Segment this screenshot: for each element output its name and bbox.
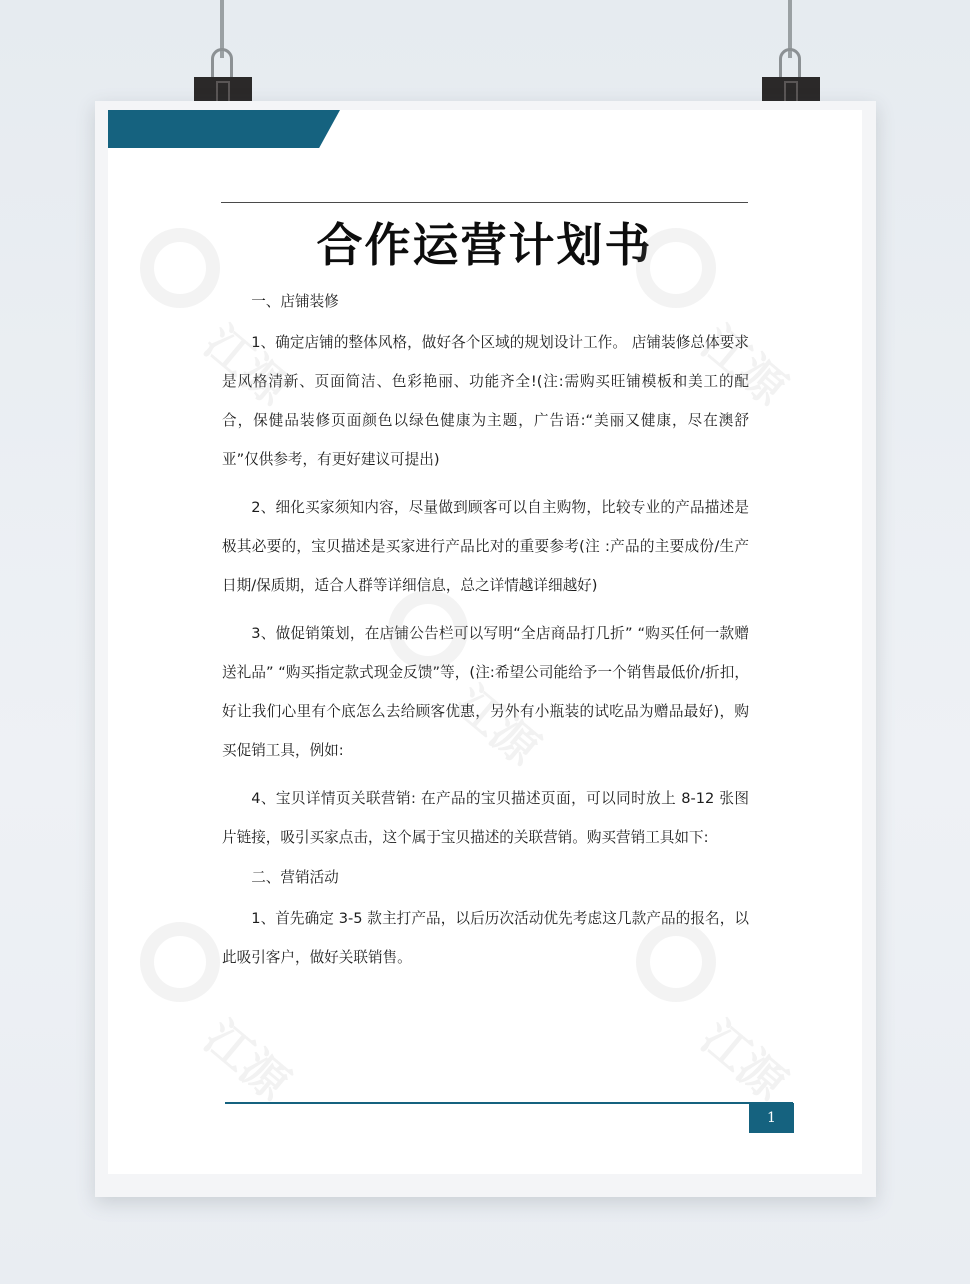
document-body [222, 290, 749, 986]
section-heading: 二、营销活动 [251, 869, 339, 886]
paragraph: 1、确定店铺的整体风格，做好各个区域的规划设计工作。 店铺装修总体要求是风格清新、页面简洁、色彩艳丽、功能齐全!(注:需购买旺铺模板和美工的配合，保健品装修页面颜色以绿色健康为主题，广告语:“美丽又健康，尽在澳舒亚”仅供参考，有更好建议可提出) [222, 334, 749, 468]
paragraph: 3、做促销策划，在店铺公告栏可以写明“全店商品打几折” “购买任何一款赠送礼品” “购买指定款式现金反馈”等，(注:希望公司能给予一个销售最低价/折扣，好让我们心里有个底怎么去给顾客优惠，另外有小瓶装的试吃品为赠品最好)，购买促销工具，例如: [222, 625, 749, 759]
watermark-logo-icon [140, 922, 220, 1002]
paragraph: 4、宝贝详情页关联营销: 在产品的宝贝描述页面，可以同时放上 8-12 张图片链接，吸引买家点击，这个属于宝贝描述的关联营销。购买营销工具如下: [222, 790, 749, 846]
header-rule [221, 202, 748, 203]
footer-rule [225, 1102, 793, 1104]
watermark-text: 江源 [691, 1010, 797, 1111]
watermark-text: 江源 [444, 675, 550, 776]
watermark-logo-icon [140, 228, 220, 308]
page-number: 1 [749, 1103, 794, 1133]
paragraph: 2、细化买家须知内容，尽量做到顾客可以自主购物，比较专业的产品描述是极其必要的，宝贝描述是买家进行产品比对的重要参考(注 :产品的主要成份/生产日期/保质期，适合人群等详细信息，总之详情越详细越好) [222, 499, 749, 594]
paragraph: 1、首先确定 3-5 款主打产品，以后历次活动优先考虑这几款产品的报名，以此吸引客户，做好关联销售。 [222, 910, 749, 966]
corner-accent-band [108, 110, 340, 148]
watermark-text: 江源 [194, 315, 300, 416]
document-page [108, 110, 862, 1174]
watermark-text: 江源 [691, 315, 797, 416]
section-heading: 一、店铺装修 [251, 293, 339, 310]
document-title: 合作运营计划书 [316, 218, 653, 272]
watermark-text: 江源 [194, 1010, 300, 1111]
